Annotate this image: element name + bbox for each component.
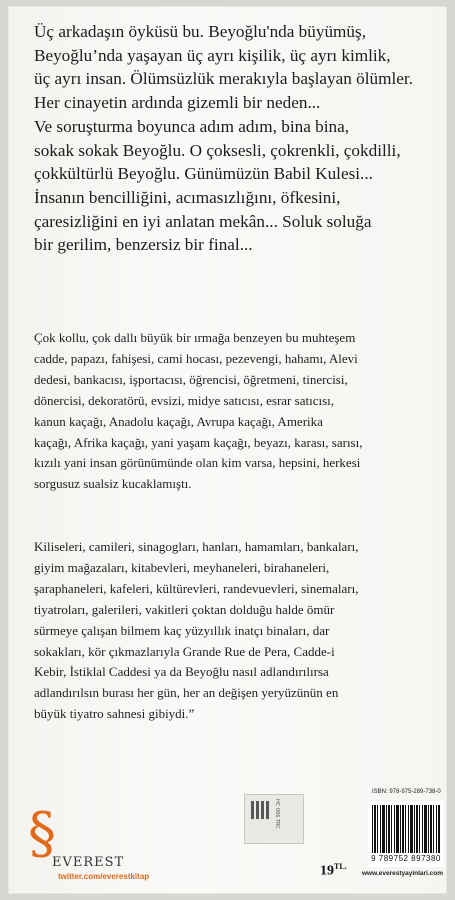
blurb-line: Üç arkadaşın öyküsü bu. Beyoğlu'nda büyümüş, — [34, 22, 367, 41]
blurb-line: bir gerilim, benzersiz bir final... — [34, 235, 253, 255]
excerpt-line: dedesi, bankacısı, işportacısı, öğrencisi, öğretmeni, tinercisi, — [34, 371, 348, 387]
excerpt-line: sokakları, kör çıkmazlarıyla Grande Rue de Pera, Cadde-i — [34, 643, 335, 659]
publisher-name: EVEREST — [52, 855, 125, 870]
blurb-line: Beyoğlu’nda yaşayan üç ayrı kişilik, üç ayrı kimlik, — [34, 45, 391, 65]
blurb-line: Ve soruşturma boyunca adım adım, bina bina, — [34, 116, 350, 136]
excerpt-line: sorgusuz sualsiz kucaklamıştı. — [34, 476, 192, 492]
excerpt-line: adlandırılsın burası her gün, her an değişen yeryüzünün en — [34, 685, 339, 701]
barcode — [368, 801, 444, 867]
excerpt-line: şaraphaneleri, kafeleri, kültürevleri, randevuevleri, sinemaları, — [34, 580, 359, 596]
price-value: 19 — [320, 863, 334, 879]
excerpt-line: büyük tiyatro sahnesi gibiydi.” — [34, 706, 195, 722]
blurb-text — [34, 20, 444, 257]
excerpt-paragraph-1 — [34, 328, 444, 495]
excerpt-line: dönercisi, dekoratörü, evsizi, midye satıcısı, esrar satıcısı, — [34, 392, 334, 408]
excerpt-line: cadde, papazı, fahişesi, cami hocası, pezevengi, hahamı, Alevi — [34, 350, 358, 366]
publisher-logo-icon: § — [28, 801, 56, 866]
blurb-line: çaresizliğini en iyi anlatan mekân... Soluk soluğa — [34, 211, 372, 231]
excerpt-line: Çok kollu, çok dallı büyük bir ırmağa benzeyen bu muhteşem — [34, 330, 356, 345]
blurb-line: Her cinayetin ardında gizemli bir neden... — [34, 93, 321, 113]
publisher-twitter: twitter.com/everestkitap — [58, 872, 150, 881]
excerpt-line: kaçağı, Afrika kaçağı, yani yaşam kaçağı, beyazı, karası, sarısı, — [34, 434, 363, 450]
publisher-website: www.everestyayinlari.com — [362, 870, 444, 877]
price-unit: TL. — [334, 862, 347, 871]
isbn-label: ISBN: 978-975-289-738-0 — [372, 789, 441, 795]
excerpt-line: giyim mağazaları, kitabevleri, meyhaneleri, birahaneleri, — [34, 559, 330, 575]
excerpt-line: kanun kaçağı, Anadolu kaçağı, Avrupa kaçağı, Amerika — [34, 413, 323, 429]
sticker-text: HC 096 TRC — [274, 799, 280, 829]
qr-code-icon — [251, 801, 269, 819]
excerpt-line: Kiliseleri, camileri, sinagogları, hanları, hamamları, bankaları, — [34, 539, 359, 554]
excerpt-line: tiyatroları, galerileri, vakitleri çoktan dolduğu halde ömür — [34, 601, 335, 617]
barcode-number: 9 789752 897380 — [371, 854, 441, 863]
blurb-line: İnsanın bencilliğini, acımasızlığını, öfkesini, — [34, 187, 341, 207]
blurb-line: çokkültürlü Beyoğlu. Günümüzün Babil Kulesi... — [34, 164, 373, 184]
excerpt-line: sürmeye çalışan bilmem kaç yüzyıllık inatçı binaları, dar — [34, 622, 330, 638]
blurb-line: sokak sokak Beyoğlu. O çoksesli, çokrenkli, çokdilli, — [34, 140, 401, 160]
store-sticker — [244, 794, 304, 844]
barcode-bars-icon — [372, 805, 440, 853]
excerpt-line: Kebir, İstiklal Caddesi ya da Beyoğlu nasıl adlandırılırsa — [34, 664, 329, 680]
price — [320, 862, 347, 880]
blurb-line: üç ayrı insan. Ölümsüzlük merakıyla başlayan ölümler. — [34, 69, 413, 89]
excerpt-paragraph-2 — [34, 537, 444, 725]
excerpt-line: kızılı yani insan görünümünde olan kim varsa, hepsini, herkesi — [34, 455, 361, 471]
book-back-cover — [8, 6, 447, 894]
